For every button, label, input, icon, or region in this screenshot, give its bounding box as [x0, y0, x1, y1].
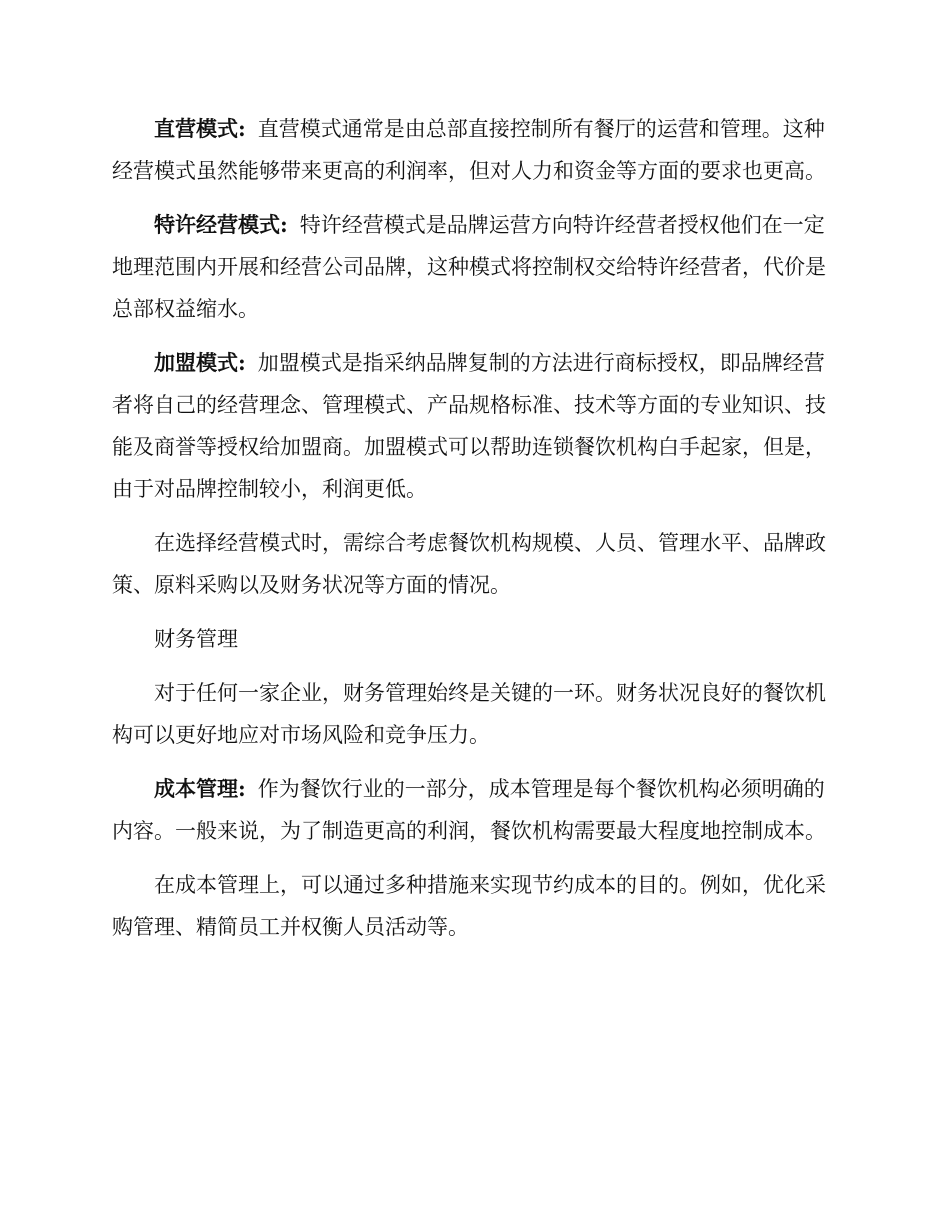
- paragraph-franchise-operation: [112, 204, 840, 330]
- paragraph-finance-intro: [112, 672, 840, 756]
- paragraph-lead: 成本管理:: [154, 776, 246, 801]
- paragraph-mode-selection: [112, 522, 840, 606]
- document-body: [112, 108, 840, 960]
- paragraph-text: 特许经营模式是品牌运营方向特许经营者授权他们在一定地理范围内开展和经营公司品牌，这种模式将控制权交给特许经营者，代价是总部权益缩水。: [112, 213, 826, 321]
- paragraph-text: 对于任何一家企业，财务管理始终是关键的一环。财务状况良好的餐饮机构可以更好地应对市场风险和竞争压力。: [112, 681, 826, 747]
- paragraph-lead: 特许经营模式:: [154, 212, 288, 237]
- section-heading-text: 财务管理: [154, 627, 238, 651]
- paragraph-lead: 加盟模式:: [154, 350, 246, 375]
- paragraph-direct-operation: [112, 108, 840, 192]
- section-heading-finance: [112, 618, 840, 660]
- paragraph-cost-measures: [112, 864, 840, 948]
- paragraph-cost-management: [112, 768, 840, 852]
- paragraph-text: 作为餐饮行业的一部分，成本管理是每个餐饮机构必须明确的内容。一般来说，为了制造更高的利润，餐饮机构需要最大程度地控制成本。: [112, 777, 826, 843]
- paragraph-text: 加盟模式是指采纳品牌复制的方法进行商标授权，即品牌经营者将自己的经营理念、管理模式、产品规格标准、技术等方面的专业知识、技能及商誉等授权给加盟商。加盟模式可以帮助连锁餐饮机构白手起家，但是，由于对品牌控制较小，利润更低。: [112, 351, 826, 501]
- paragraph-text: 在选择经营模式时，需综合考虑餐饮机构规模、人员、管理水平、品牌政策、原料采购以及财务状况等方面的情况。: [112, 531, 826, 597]
- paragraph-lead: 直营模式:: [154, 116, 246, 141]
- paragraph-text: 在成本管理上，可以通过多种措施来实现节约成本的目的。例如，优化采购管理、精简员工并权衡人员活动等。: [112, 873, 826, 939]
- paragraph-text: 直营模式通常是由总部直接控制所有餐厅的运营和管理。这种经营模式虽然能够带来更高的利润率，但对人力和资金等方面的要求也更高。: [112, 117, 826, 183]
- paragraph-joining-mode: [112, 342, 840, 510]
